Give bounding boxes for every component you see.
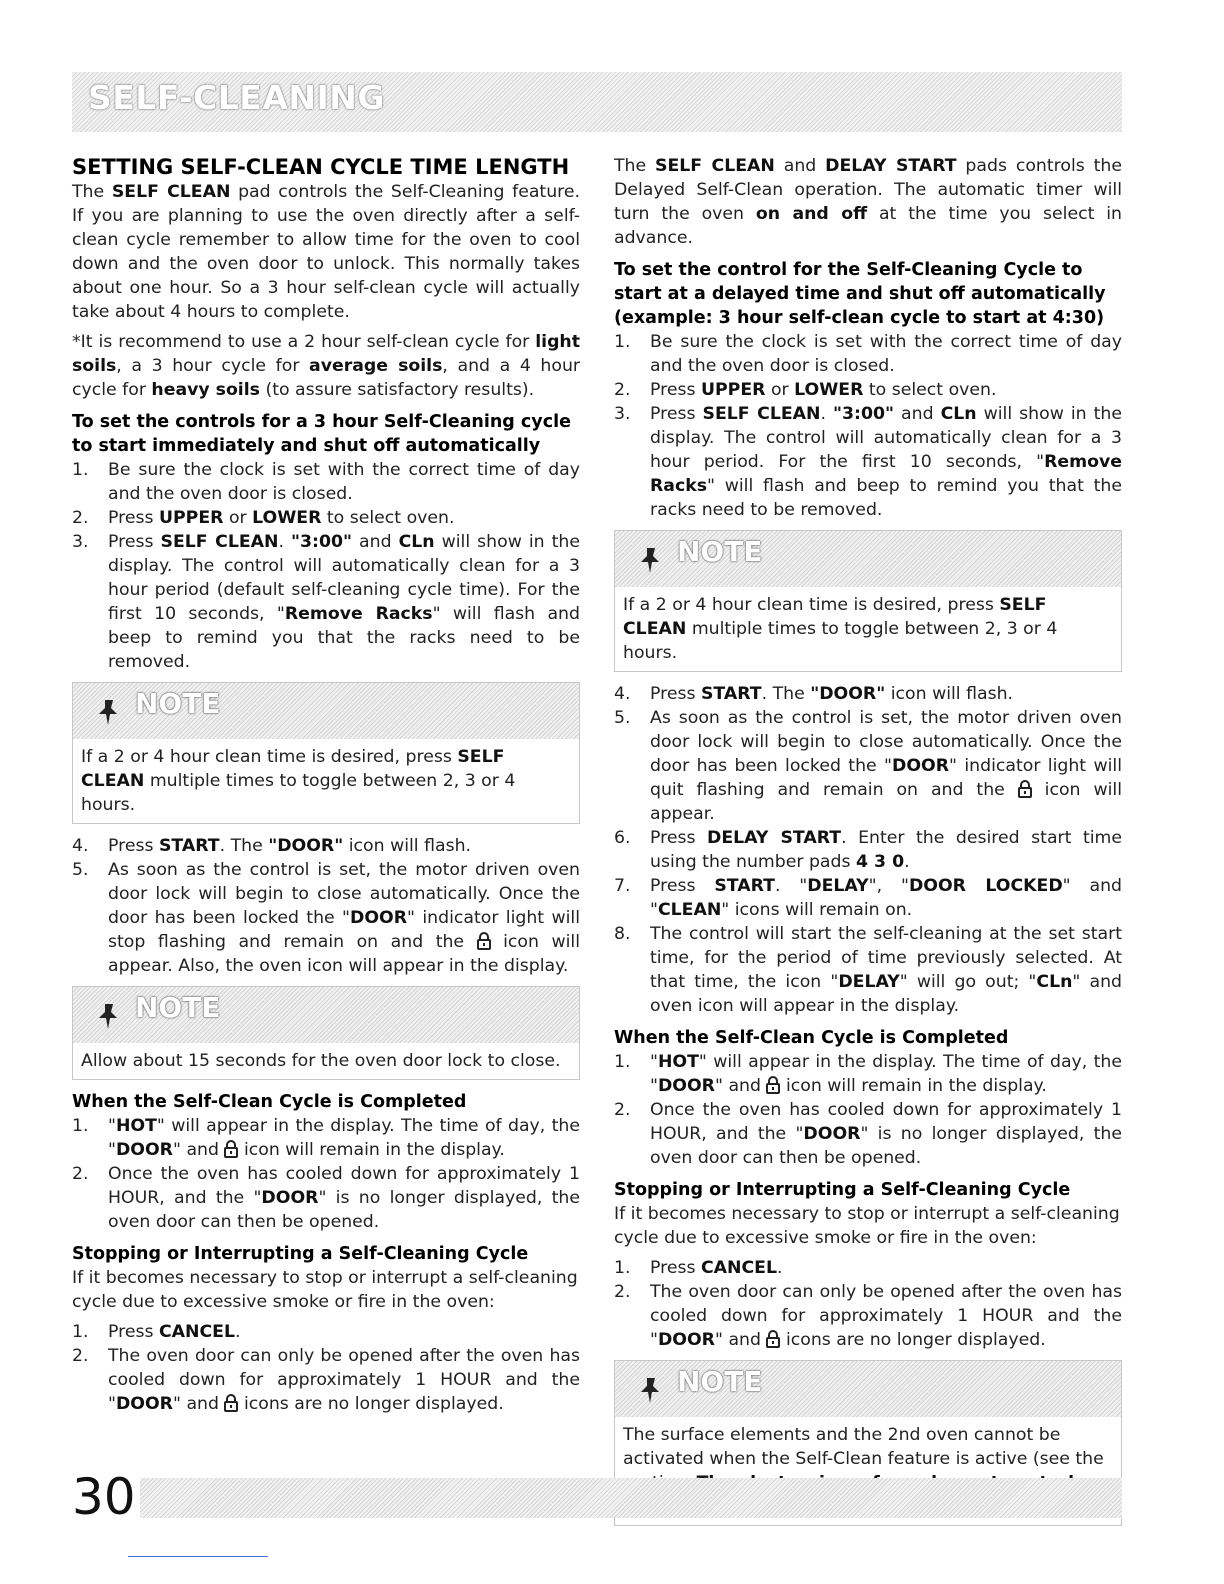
list-item: 1. Be sure the clock is set with the correct time of day and the oven door is closed. [614, 332, 1122, 376]
right-column [614, 154, 1122, 1536]
subheading-stopping: Stopping or Interrupting a Self-Cleaning Cycle [72, 1244, 529, 1264]
lock-icon [477, 932, 491, 950]
stopping-intro: If it becomes necessary to stop or interrupt a self-cleaning cycle due to excessive smoke or fire in the oven: [72, 1268, 578, 1312]
note-text: If a 2 or 4 hour clean time is desired, press SELF CLEAN multiple times to toggle between 2, 3 or 4 hours. [623, 595, 1058, 663]
subheading-immediate: To set the controls for a 3 hour Self-Cleaning cycle to start immediately and shut off automatically [72, 412, 571, 456]
list-item: 8. The control will start the self-cleaning at the set start time, for the period of time previously selected. At that time, the icon "DELAY" will go out; "CLn" and oven icon will appear in the display. [614, 924, 1122, 1016]
steps-immediate [72, 458, 580, 674]
list-item: 1. "HOT" will appear in the display. The time of day, the "DOOR" and icon will remain in the display. [72, 1116, 580, 1160]
pushpin-icon [93, 697, 123, 727]
lock-icon [766, 1330, 780, 1348]
left-column [72, 154, 580, 1416]
note-title: NOTE [677, 1365, 763, 1398]
page-number: 30 [72, 1468, 140, 1526]
page-title: SELF-CLEANING [88, 78, 385, 117]
steps-completed [72, 1114, 580, 1234]
note-text: Allow about 15 seconds for the oven door lock to close. [81, 1051, 561, 1071]
list-item: 6. Press DELAY START. Enter the desired start time using the number pads 4 3 0. [614, 828, 1122, 872]
lock-icon [224, 1140, 238, 1158]
recommend-paragraph: *It is recommend to use a 2 hour self-clean cycle for light soils, a 3 hour cycle for average soils, and a 4 hour cycle for heavy soils (to assure satisfactory results). [72, 332, 581, 400]
list-item: 2. The oven door can only be opened after the oven has cooled down for approximately 1 HOUR and the "DOOR" and icons are no longer displayed. [72, 1346, 580, 1414]
note-text: If a 2 or 4 hour clean time is desired, press SELF CLEAN multiple times to toggle between 2, 3 or 4 hours. [81, 747, 516, 815]
list-item: 3. Press SELF CLEAN. "3:00" and CLn will show in the display. The control will automatically clean for a 3 hour period. For the first 10 seconds, "Remove Racks" will flash and beep to remind you that the racks need to be removed. [614, 404, 1123, 520]
list-item: 4. Press START. The "DOOR" icon will flash. [72, 836, 472, 856]
section-heading: SETTING SELF-CLEAN CYCLE TIME LENGTH [72, 155, 570, 179]
steps-stopping [614, 1256, 1122, 1352]
list-item: 2. The oven door can only be opened after the oven has cooled down for approximately 1 HOUR and the "DOOR" and icons are no longer displayed. [614, 1282, 1122, 1350]
pushpin-icon [93, 1001, 123, 1031]
list-item: 1. "HOT" will appear in the display. The time of day, the "DOOR" and icon will remain in the display. [614, 1052, 1122, 1096]
steps-delayed-continued [614, 682, 1122, 1018]
pushpin-icon [635, 545, 665, 575]
pushpin-icon [635, 1375, 665, 1405]
list-item: 5. As soon as the control is set, the motor driven oven door lock will begin to close automatically. Once the door has been locked the "DOOR" indicator light will stop flashing and remain on and the icon will appear. Also, the oven icon will appear in the display. [72, 860, 581, 976]
list-item: 2. Press UPPER or LOWER to select oven. [614, 380, 997, 400]
note-title: NOTE [677, 535, 763, 568]
note-title: NOTE [135, 991, 221, 1024]
list-item: 4. Press START. The "DOOR" icon will flash. [614, 684, 1014, 704]
list-item: 2. Once the oven has cooled down for approximately 1 HOUR, and the "DOOR" is no longer displayed, the oven door can then be opened. [72, 1164, 580, 1232]
list-item: 1. Be sure the clock is set with the correct time of day and the oven door is closed. [72, 460, 580, 504]
note-text: The surface elements and the 2nd oven cannot be activated when the Self-Clean feature is active (see the [623, 1425, 1104, 1469]
lock-icon [1018, 780, 1032, 798]
list-item: 2. Once the oven has cooled down for approximately 1 HOUR, and the "DOOR" is no longer displayed, the oven door can then be opened. [614, 1100, 1122, 1168]
footer-bar [72, 1468, 1122, 1526]
subheading-stopping: Stopping or Interrupting a Self-Cleaning Cycle [614, 1180, 1071, 1200]
steps-delayed [614, 330, 1122, 522]
note-box [72, 682, 580, 824]
list-item: 3. Press SELF CLEAN. "3:00" and CLn will show in the display. The control will automatically clean for a 3 hour period (default self-cleaning cycle time). For the first 10 seconds, "Remove Racks" will flash and beep to remind you that the racks need to be removed. [72, 532, 581, 672]
steps-stopping [72, 1320, 580, 1416]
lock-icon [766, 1076, 780, 1094]
note-box [72, 986, 580, 1080]
list-item: 1. Press CANCEL. [72, 1322, 241, 1342]
list-item: 5. As soon as the control is set, the motor driven oven door lock will begin to close automatically. Once the door has been locked the "DOOR" indicator light will quit flashing and remain on and the icon will appear. [614, 708, 1122, 824]
subheading-completed: When the Self-Clean Cycle is Completed [72, 1092, 467, 1112]
subheading-completed: When the Self-Clean Cycle is Completed [614, 1028, 1009, 1048]
lock-icon [224, 1394, 238, 1412]
note-box [614, 530, 1122, 672]
header-banner [72, 72, 1122, 132]
stopping-intro: If it becomes necessary to stop or interrupt a self-cleaning cycle due to excessive smoke or fire in the oven: [614, 1204, 1120, 1248]
delay-intro-paragraph: The SELF CLEAN and DELAY START pads controls the Delayed Self-Clean operation. The automatic timer will turn the oven on and off at the time you select in advance. [614, 156, 1123, 248]
steps-immediate-continued [72, 834, 580, 978]
intro-paragraph: The SELF CLEAN pad controls the Self-Cleaning feature. If you are planning to use the oven directly after a self-clean cycle remember to allow time for the oven to cool down and the oven door to unlock. This normally takes about one hour. So a 3 hour self-clean cycle will actually take about 4 hours to complete. [72, 182, 580, 322]
list-item: 7. Press START. "DELAY", "DOOR LOCKED" and "CLEAN" icons will remain on. [614, 876, 1122, 920]
footer-rule [128, 1556, 268, 1557]
note-title: NOTE [135, 687, 221, 720]
steps-completed [614, 1050, 1122, 1170]
list-item: 2. Press UPPER or LOWER to select oven. [72, 508, 455, 528]
list-item: 1. Press CANCEL. [614, 1258, 783, 1278]
subheading-delayed: To set the control for the Self-Cleaning Cycle to start at a delayed time and shut off automatically (example: 3 hour self-clean cycle to start at 4:30) [614, 260, 1106, 328]
